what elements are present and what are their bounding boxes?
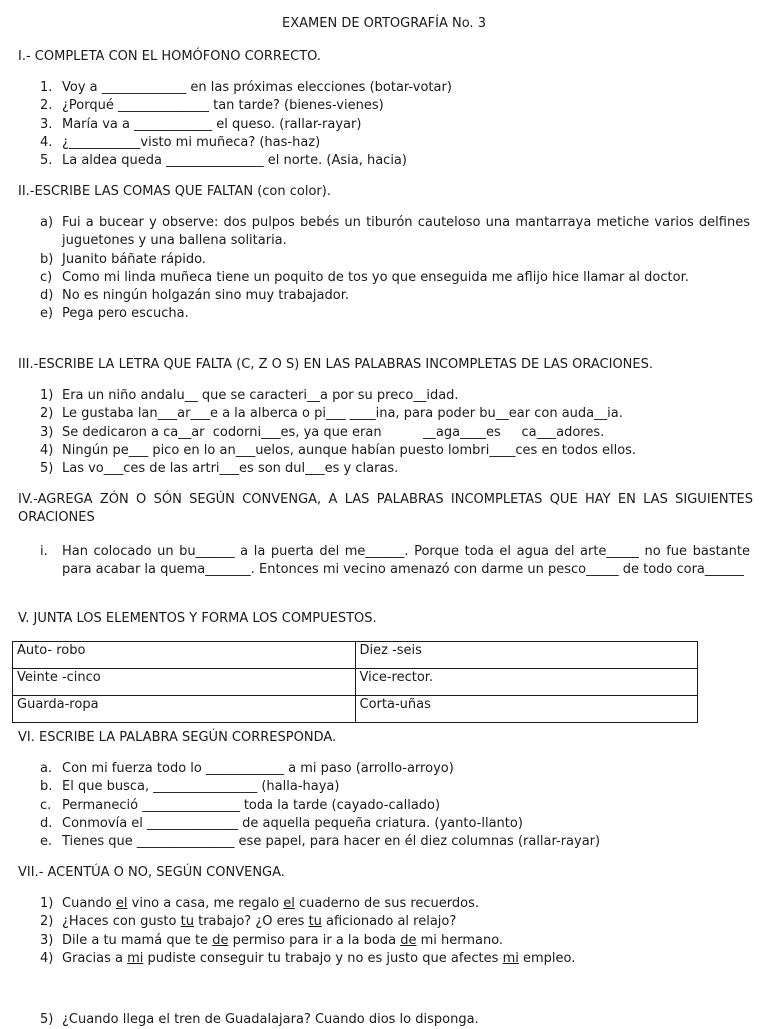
text-part: permiso para ir a la boda: [228, 932, 401, 948]
section-7-heading: VII.- ACENTÚA O NO, SEGÚN CONVENGA.: [18, 865, 285, 880]
list-item-text: Era un niño andalu__ que se caracteri__a por su preco__idad.: [62, 388, 459, 403]
table-cell: Auto- robo: [13, 642, 356, 669]
list-item-text: Las vo___ces de las artri___es son dul___es y claras.: [62, 461, 399, 477]
list-marker: a.: [40, 761, 53, 776]
section-2-list: [40, 214, 750, 324]
list-item-text: La aldea queda _______________ el norte. (Asia, hacia): [62, 153, 407, 169]
table-row: [13, 669, 698, 696]
list-item-text: Tienes que _______________ ese papel, para hacer en él diez columnas (rallar-rayar): [62, 834, 601, 850]
table-cell: Guarda-ropa: [13, 696, 356, 723]
list-marker: b): [40, 251, 54, 267]
text-part: pudiste conseguir tu trabajo y no es justo que afectes: [143, 950, 503, 966]
list-item: [40, 932, 750, 950]
list-item: [40, 305, 750, 323]
list-item: [40, 97, 750, 115]
list-item: [40, 460, 750, 478]
table-row: [13, 696, 698, 723]
list-marker: 3): [40, 932, 54, 948]
list-marker: 3): [40, 424, 54, 440]
section-3-heading: III.-ESCRIBE LA LETRA QUE FALTA (C, Z O S) EN LAS PALABRAS INCOMPLETAS DE LAS ORACIONES.: [18, 357, 654, 372]
text-part: trabajo? ¿O eres: [193, 914, 309, 930]
list-item: [40, 269, 750, 287]
list-item-text: María va a ____________ el queso. (rallar-rayar): [62, 116, 362, 132]
text-part: Cuando: [62, 896, 116, 911]
table-row: [13, 642, 698, 669]
list-item: [40, 287, 750, 305]
list-marker: 5): [40, 461, 54, 477]
list-item-text: ¿Porqué ______________ tan tarde? (bienes-vienes): [62, 98, 384, 114]
section-3-list: [40, 387, 750, 478]
underlined-word: tu: [180, 914, 194, 930]
list-item: [40, 815, 750, 833]
list-item-text: No es ningún holgazán sino muy trabajador.: [62, 288, 349, 304]
text-part: Gracias a: [62, 950, 128, 966]
list-marker: d.: [40, 815, 53, 831]
underlined-word: de: [400, 932, 417, 948]
list-item-text: Juanito báñate rápido.: [62, 251, 207, 267]
compounds-table: [12, 641, 698, 723]
section-6-list: [40, 760, 750, 851]
text-part: ¿Haces con gusto: [62, 914, 181, 930]
text-part: Dile a tu mamá que te: [62, 932, 213, 948]
section-6-heading: VI. ESCRIBE LA PALABRA SEGÚN CORRESPONDA.: [18, 730, 337, 745]
list-marker: 2.: [40, 98, 53, 114]
list-marker: 3.: [40, 116, 53, 132]
list-item: [40, 1011, 750, 1029]
list-item-text: Como mi linda muñeca tiene un poquito de tos yo que enseguida me aflijo hice llamar al doctor.: [62, 269, 689, 285]
list-marker: e): [40, 306, 54, 322]
list-item: [40, 950, 750, 968]
list-marker: 1): [40, 896, 54, 911]
list-marker: c): [40, 269, 53, 285]
text-part: empleo.: [518, 950, 576, 966]
list-marker: 2): [40, 914, 54, 930]
list-item-text: Pega pero escucha.: [62, 306, 189, 322]
list-marker: 5): [40, 1012, 54, 1027]
list-marker: 1.: [40, 80, 53, 95]
table-cell: Vice-rector.: [355, 669, 698, 696]
list-item-text: Permaneció _______________ toda la tarde (cayado-callado): [62, 797, 441, 813]
table-cell: Veinte -cinco: [13, 669, 356, 696]
list-item: [40, 543, 750, 580]
section-1-list: [40, 79, 750, 170]
list-marker: 2): [40, 406, 54, 422]
list-item-text: ¿___________visto mi muñeca? (has-haz): [62, 134, 321, 150]
underlined-word: mi: [502, 950, 519, 966]
list-marker: e.: [40, 834, 53, 850]
list-item-text: Han colocado un bu______ a la puerta del me______. Porque toda el agua del arte_____ no fue bastante para acabar la quema_______. Entonces mi vecino amenazó con darme un pesco_____ de todo cora______: [62, 544, 750, 578]
list-item-text: El que busca, ________________ (halla-haya): [62, 779, 340, 795]
underlined-word: mi: [127, 950, 144, 966]
underlined-word: tu: [308, 914, 322, 930]
section-4-heading: IV.-AGREGA ZÓN O SÓN SEGÚN CONVENGA, A LAS PALABRAS INCOMPLETAS QUE HAY EN LAS SIGUIENTES ORACIONES: [18, 492, 753, 525]
list-item: [40, 760, 750, 778]
section-7-list-continued: [40, 1011, 750, 1029]
list-item: [40, 778, 750, 796]
list-item: [40, 251, 750, 269]
list-marker: i.: [40, 544, 48, 559]
underlined-word: el: [115, 896, 128, 911]
text-part: vino a casa, me regalo: [127, 896, 284, 911]
list-item: [40, 387, 750, 405]
list-marker: c.: [40, 797, 52, 813]
section-7-list: [40, 895, 750, 968]
section-4-list: [40, 543, 750, 580]
list-item-text: Con mi fuerza todo lo ____________ a mi paso (arrollo-arroyo): [62, 761, 454, 776]
list-item: [40, 214, 750, 251]
section-5-heading: V. JUNTA LOS ELEMENTOS Y FORMA LOS COMPUESTOS.: [18, 611, 377, 626]
list-item: [40, 79, 750, 97]
page-title: EXAMEN DE ORTOGRAFÍA No. 3: [282, 16, 486, 31]
list-item: [40, 797, 750, 815]
list-item-text: Conmovía el ______________ de aquella pequeña criatura. (yanto-llanto): [62, 815, 523, 831]
list-marker: a): [40, 215, 54, 230]
underlined-word: de: [212, 932, 229, 948]
list-marker: 1): [40, 388, 54, 403]
table-cell: Diez -seis: [355, 642, 698, 669]
list-item: [40, 424, 750, 442]
text-part: mi hermano.: [416, 932, 504, 948]
list-item-text: Fui a bucear y observe: dos pulpos bebés un tiburón cauteloso una mantarraya metiche varios delfines juguetones y una ballena solitaria.: [62, 215, 750, 249]
list-item: [40, 913, 750, 931]
list-item: [40, 833, 750, 851]
list-marker: 5.: [40, 153, 53, 169]
list-item-text: Voy a _____________ en las próximas elecciones (botar-votar): [62, 80, 452, 95]
list-item-text: Le gustaba lan___ar___e a la alberca o pi___ ____ina, para poder bu__ear con auda__ia.: [62, 406, 623, 422]
list-marker: d): [40, 288, 54, 304]
table-cell: Corta-uñas: [355, 696, 698, 723]
list-item-text: ¿Cuando llega el tren de Guadalajara? Cuando dios lo disponga.: [62, 1012, 479, 1027]
list-item: [40, 134, 750, 152]
list-item: [40, 152, 750, 170]
list-item-text: Se dedicaron a ca__ar codorni___es, ya que eran __aga____es ca___adores.: [62, 424, 605, 440]
list-marker: 4.: [40, 134, 53, 150]
list-item: [40, 116, 750, 134]
text-part: aficionado al relajo?: [321, 914, 457, 930]
list-marker: 4): [40, 950, 54, 966]
list-marker: 4): [40, 442, 54, 458]
section-1-heading: I.- COMPLETA CON EL HOMÓFONO CORRECTO.: [18, 49, 322, 64]
underlined-word: el: [283, 896, 295, 911]
list-item: [40, 442, 750, 460]
list-item-text: Ningún pe___ pico en lo an___uelos, aunque habían puesto lombri____ces en todos ellos.: [62, 442, 637, 458]
list-item: [40, 405, 750, 423]
text-part: cuaderno de sus recuerdos.: [294, 896, 480, 911]
list-item: [40, 895, 750, 913]
section-2-heading: II.-ESCRIBE LAS COMAS QUE FALTAN (con color).: [18, 184, 331, 199]
list-marker: b.: [40, 779, 53, 795]
